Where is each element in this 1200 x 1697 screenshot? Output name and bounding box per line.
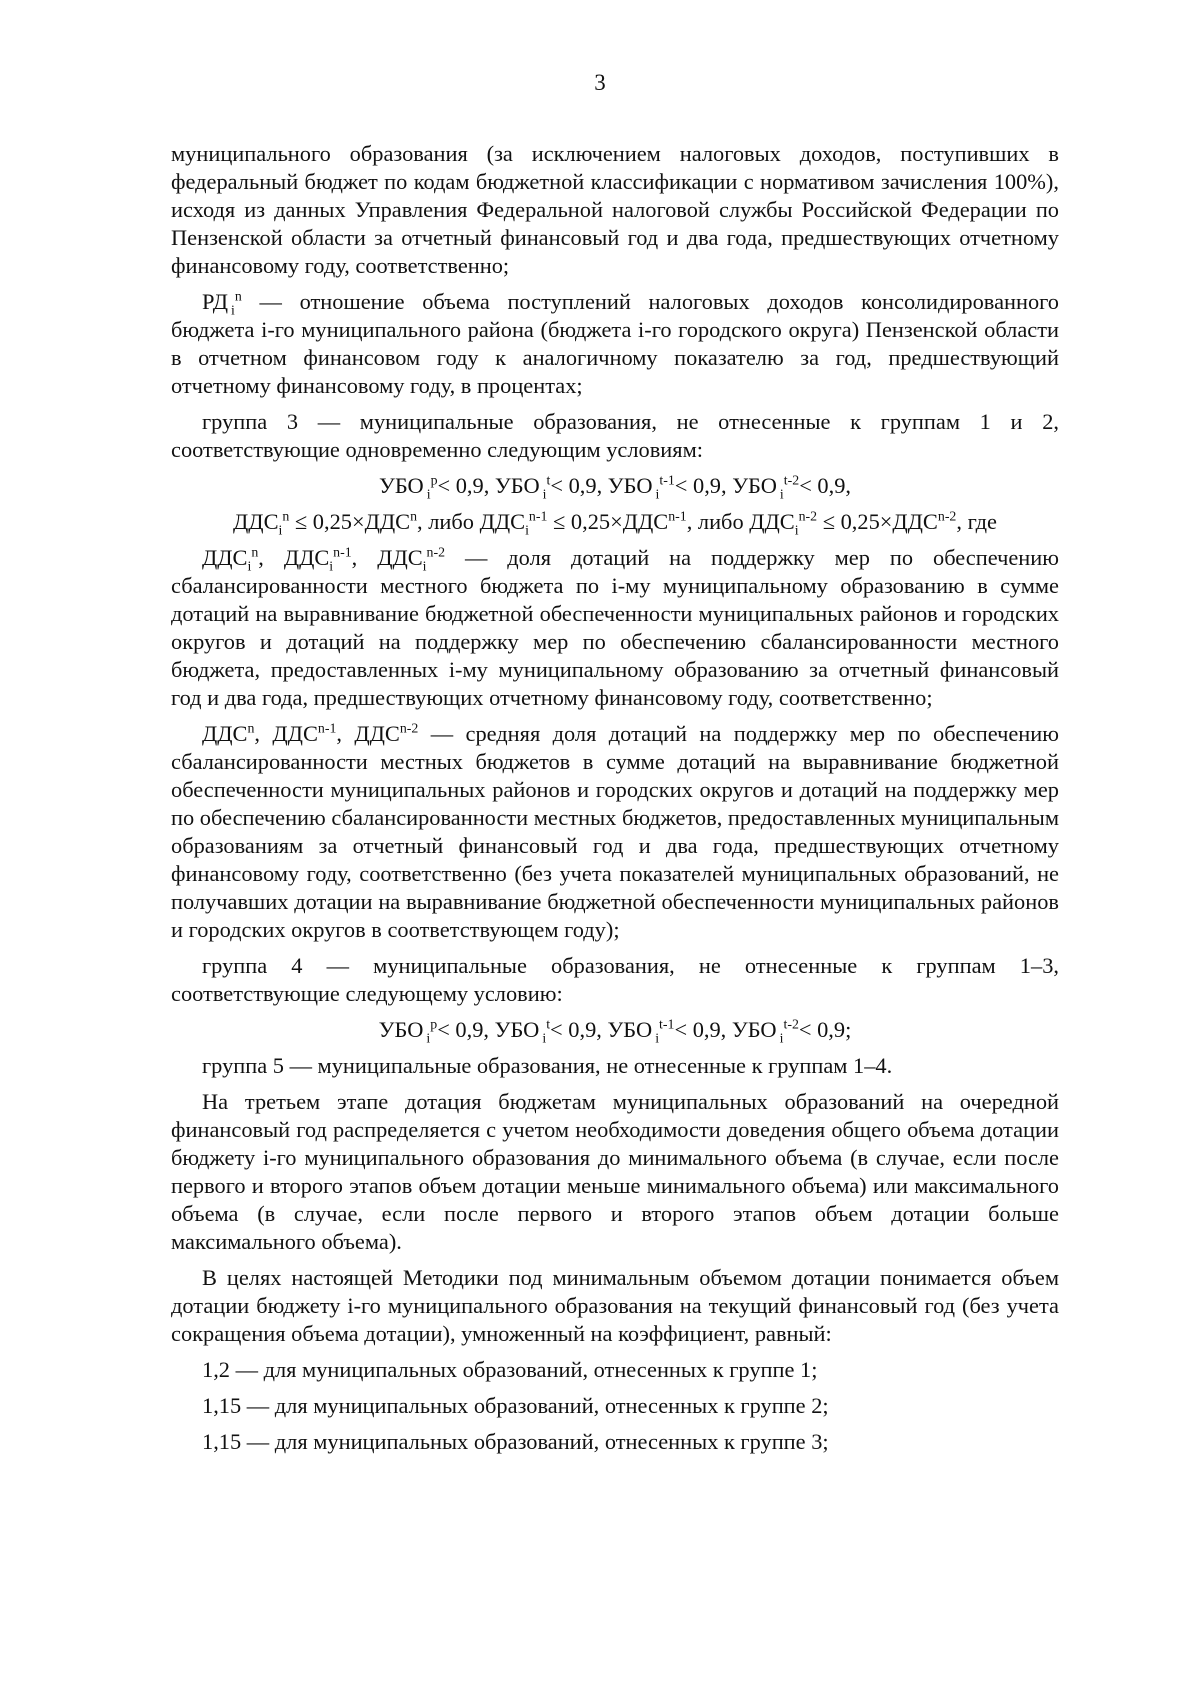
rd-symbol: РД xyxy=(202,289,229,314)
paragraph-group-3: группа 3 — муниципальные образования, не отнесенные к группам 1 и 2, соответствующие одновременно следующим условиям: xyxy=(171,409,1059,462)
list-item-coefficient-group-2: 1,15 — для муниципальных образований, отнесенных к группе 2; xyxy=(202,1393,829,1418)
paragraph-minimum-volume: В целях настоящей Методики под минимальным объемом дотации понимается объем дотации бюджету i-го муниципального образования на текущий финансовый год (без учета сокращения объема дотации), умноженный на коэффициент, равный: xyxy=(171,1265,1059,1346)
formula-ubo-group-3: УБО $_i^p$< 0,9, УБО $_i^t$< 0,9, УБО $_i^{t-1}$< 0,9, УБО $_i^{t-2}$< 0,9, xyxy=(378,473,852,503)
paragraph-dds-average-definition: ДДС$^n$, ДДС$^{n-1}$, ДДС$^{n-2}$ — средняя доля дотаций на поддержку мер по обеспечению сбалансированности местных бюджетов в сумме дотаций на выравнивание бюджетной обеспеченности муниципальных районов и городских округов и дотаций на поддержку мер по обеспечению сбалансированности местных бюджетов, предоставленных муниципальным образованиям за отчетный финансовый год и два года, предшествующих отчетному финансовому году, соответственно (без учета показателей муниципальных образований, не получавших дотации на выравнивание бюджетной обеспеченности муниципальных районов и городских округов в соответствующем году); xyxy=(171,721,1059,942)
rd-definition-text: — отношение объема поступлений налоговых доходов консолидированного бюджета i-го муниципального района (бюджета i-го городского округа) Пензенской области в отчетном финансовом году к аналогичному показателю за год, предшествующий отчетному финансовому году, в процентах; xyxy=(171,289,1059,398)
paragraph-group-4: группа 4 — муниципальные образования, не отнесенные к группам 1–3, соответствующие следующему условию: xyxy=(171,953,1059,1006)
paragraph-third-stage: На третьем этапе дотация бюджетам муниципальных образований на очередной финансовый год распределяется с учетом необходимости доведения общего объема дотации бюджету i-го муниципального образования до минимального объема (в случае, если после первого и второго этапов объем дотации меньше минимального объема) или максимального объема (в случае, если после первого и второго этапов объем дотации больше максимального объема). xyxy=(171,1089,1059,1254)
formula-ubo-group-4: УБО $_i^p$< 0,9, УБО $_i^t$< 0,9, УБО $_i^{t-1}$< 0,9, УБО $_i^{t-2}$< 0,9; xyxy=(378,1017,852,1047)
paragraph-rd-definition xyxy=(171,288,1059,400)
paragraph-tax-income-continuation: муниципального образования (за исключением налоговых доходов, поступивших в федеральный бюджет по кодам бюджетной классификации с нормативом зачисления 100%), исходя из данных Управления Федеральной налоговой службы Российской Федерации по Пензенской области за отчетный финансовый год и два года, предшествующих отчетному финансовому году, соответственно; xyxy=(171,141,1059,278)
document-body xyxy=(171,140,1059,1464)
page-number: 3 xyxy=(594,70,606,95)
formula-dds-condition: $ДДС_i^n \le 0,25\times ДДС^n$, либо $ДДС_i^{n-1} \le 0,25\times ДДС^{n-1}$, либо $ДДС_i^{n-2} \le 0,25\times ДДС^{n-2}$, где xyxy=(233,509,997,539)
rd-subscript: i xyxy=(231,303,235,319)
paragraph-dds-i-definition: $ДДС_i^n$, $ДДС_i^{n-1}$, $ДДС_i^{n-2}$ — доля дотаций на поддержку мер по обеспечению сбалансированности местного бюджета по i-му муниципальному образованию в сумме дотаций на выравнивание бюджетной обеспеченности муниципальных районов и городских округов и дотаций на поддержку мер по обеспечению сбалансированности местного бюджета, предоставленных i-му муниципальному образованию за отчетный финансовый год и два года, предшествующих отчетному финансовому году, соответственно; xyxy=(171,545,1059,710)
list-item-coefficient-group-3: 1,15 — для муниципальных образований, отнесенных к группе 3; xyxy=(202,1429,829,1454)
list-item-coefficient-group-1: 1,2 — для муниципальных образований, отнесенных к группе 1; xyxy=(202,1357,818,1382)
paragraph-group-5: группа 5 — муниципальные образования, не отнесенные к группам 1–4. xyxy=(202,1053,893,1078)
rd-superscript: n xyxy=(234,289,242,305)
